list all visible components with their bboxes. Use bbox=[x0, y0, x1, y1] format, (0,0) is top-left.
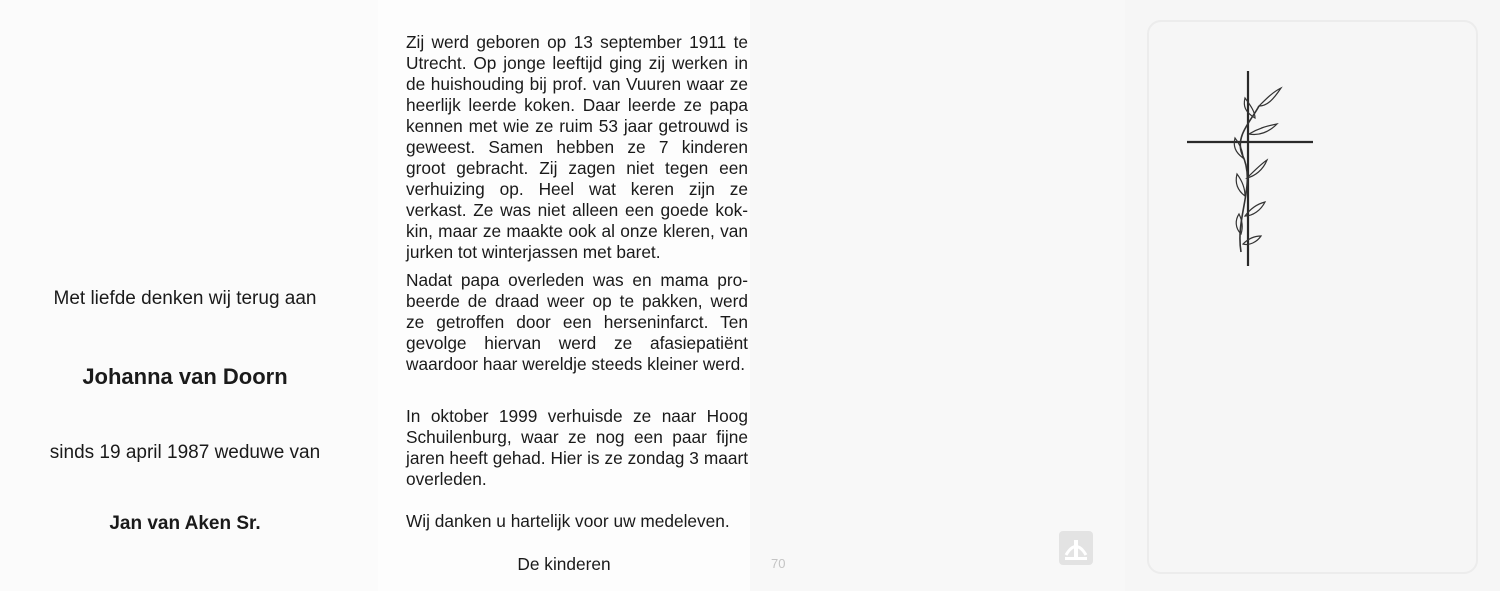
story-paragraph: Zij werd geboren op 13 september 1911 te Utrecht. Op jonge leeftijd ging zij werken in de huishouding bij prof. van Vuuren waar ze heerlijk leerde koken. Daar leerde ze papa kennen met wie ze ruim 53 jaar getrouwd is geweest. Samen hebben ze 7 kinderen groot gebracht. Zij zagen niet tegen een verhuizing op. Heel wat keren zijn ze verkast. Ze was niet alleen een goede kokkin, maar ze maakte ook al onze kleren, van jurken tot winterjassen met baret. bbox=[406, 32, 748, 262]
thanks-paragraph: Wij danken u hartelijk voor uw medeleven. bbox=[406, 511, 730, 531]
widow-line: sinds 19 april 1987 weduwe van bbox=[49, 442, 321, 463]
life-story-panel bbox=[378, 0, 750, 591]
story-paragraph: Nadat papa overleden was en mama probeerde de draad weer op te pakken, werd ze getroffen door een herseninfarct. Ten gevolge hiervan werd ze afasiepatiënt waardoor haar wereldje steeds kleiner werd. bbox=[406, 270, 748, 374]
front-panel-memorial bbox=[0, 0, 378, 591]
cover-panel bbox=[1125, 0, 1500, 591]
back-panel bbox=[750, 0, 1125, 591]
memorial-intro: Met liefde denken wij terug aan bbox=[53, 288, 317, 309]
deceased-name: Johanna van Doorn bbox=[82, 364, 288, 389]
signature: De kinderen bbox=[517, 554, 611, 574]
cross-with-palm-branch-icon bbox=[1185, 66, 1317, 272]
husband-name: Jan van Aken Sr. bbox=[109, 513, 261, 534]
printer-logo-icon bbox=[1058, 530, 1094, 566]
page-number: 70 bbox=[771, 556, 786, 571]
story-paragraph: In oktober 1999 verhuisde ze naar Hoog Schuilenburg, waar ze nog een paar fijne jaren heeft gehad. Hier is ze zondag 3 maart overleden. bbox=[406, 406, 748, 489]
